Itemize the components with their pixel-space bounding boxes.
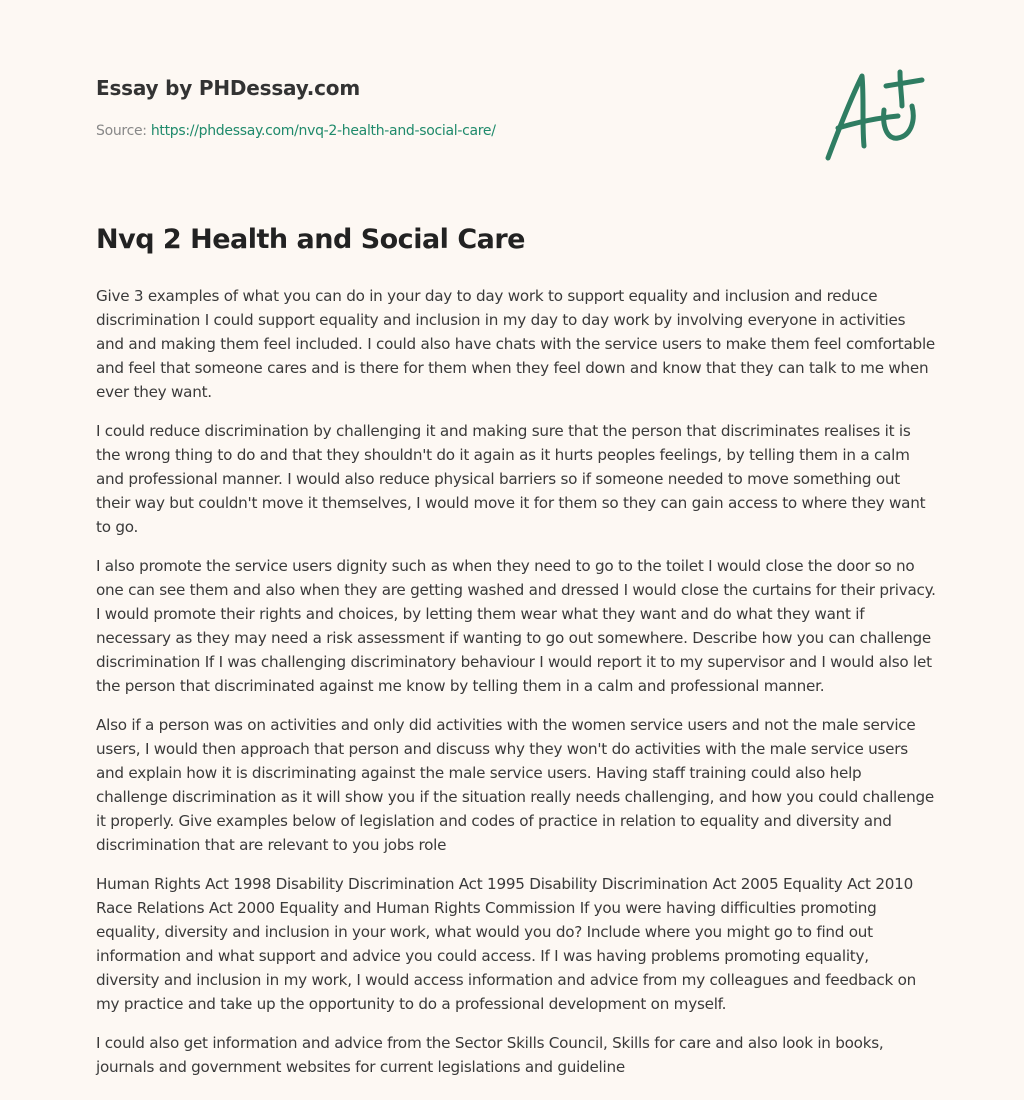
article-title: Nvq 2 Health and Social Care	[96, 224, 525, 255]
site-title: Essay by PHDessay.com	[96, 76, 360, 100]
source-link[interactable]: https://phdessay.com/nvq-2-health-and-social-care/	[150, 123, 496, 139]
a-plus-logo-icon	[818, 66, 930, 166]
article-body	[96, 284, 936, 1094]
paragraph: I could also get information and advice from the Sector Skills Council, Skills for care and also look in books, journals and government websites for current legislations and guideline	[96, 1034, 884, 1076]
source-label: Source:	[96, 123, 147, 139]
paragraph: Human Rights Act 1998 Disability Discrimination Act 1995 Disability Discrimination Act 2005 Equality Act 2010 Race Relations Act 2000 Equality and Human Rights Commission If you were having difficulties promoting equality, diversity and inclusion in your work, what would you do? Include where you might go to find out information and what support and advice you could access. If I was having problems promoting equality, diversity and inclusion in my work, I would access information and advice from my colleagues and feedback on my practice and take up the opportunity to do a professional development on myself.	[96, 875, 917, 1013]
paragraph: Also if a person was on activities and only did activities with the women service users and not the male service users, I would then approach that person and discuss why they won't do activities with the male service users and explain how it is discriminating against the male service users. Having staff training could also help challenge discrimination as it will show you if the situation really needs challenging, and how you could challenge it properly. Give examples below of legislation and codes of practice in relation to equality and diversity and discrimination that are relevant to you jobs role	[96, 716, 934, 854]
paragraph: I could reduce discrimination by challenging it and making sure that the person that discriminates realises it is the wrong thing to do and that they shouldn't do it again as it hurts peoples feelings, by telling them in a calm and professional manner. I would also reduce physical barriers so if someone needed to move something out their way but couldn't move it themselves, I would move it for them so they can gain access to where they want to go.	[96, 422, 926, 536]
paragraph: I also promote the service users dignity such as when they need to go to the toilet I would close the door so no one can see them and also when they are getting washed and dressed I would close the curtains for their privacy. I would promote their rights and choices, by letting them wear what they want and do what they want if necessary as they may need a risk assessment if wanting to go out somewhere. Describe how you can challenge discrimination If I was challenging discriminatory behaviour I would report it to my supervisor and I would also let the person that discriminated against me know by telling them in a calm and professional manner.	[96, 557, 936, 695]
paragraph: Give 3 examples of what you can do in your day to day work to support equality and inclusion and reduce discrimination I could support equality and inclusion in my day to day work by involving everyone in activities and and making them feel included. I could also have chats with the service users to make them feel comfortable and feel that someone cares and is there for them when they feel down and know that they can talk to me when ever they want.	[96, 287, 936, 401]
source-line	[96, 123, 496, 139]
